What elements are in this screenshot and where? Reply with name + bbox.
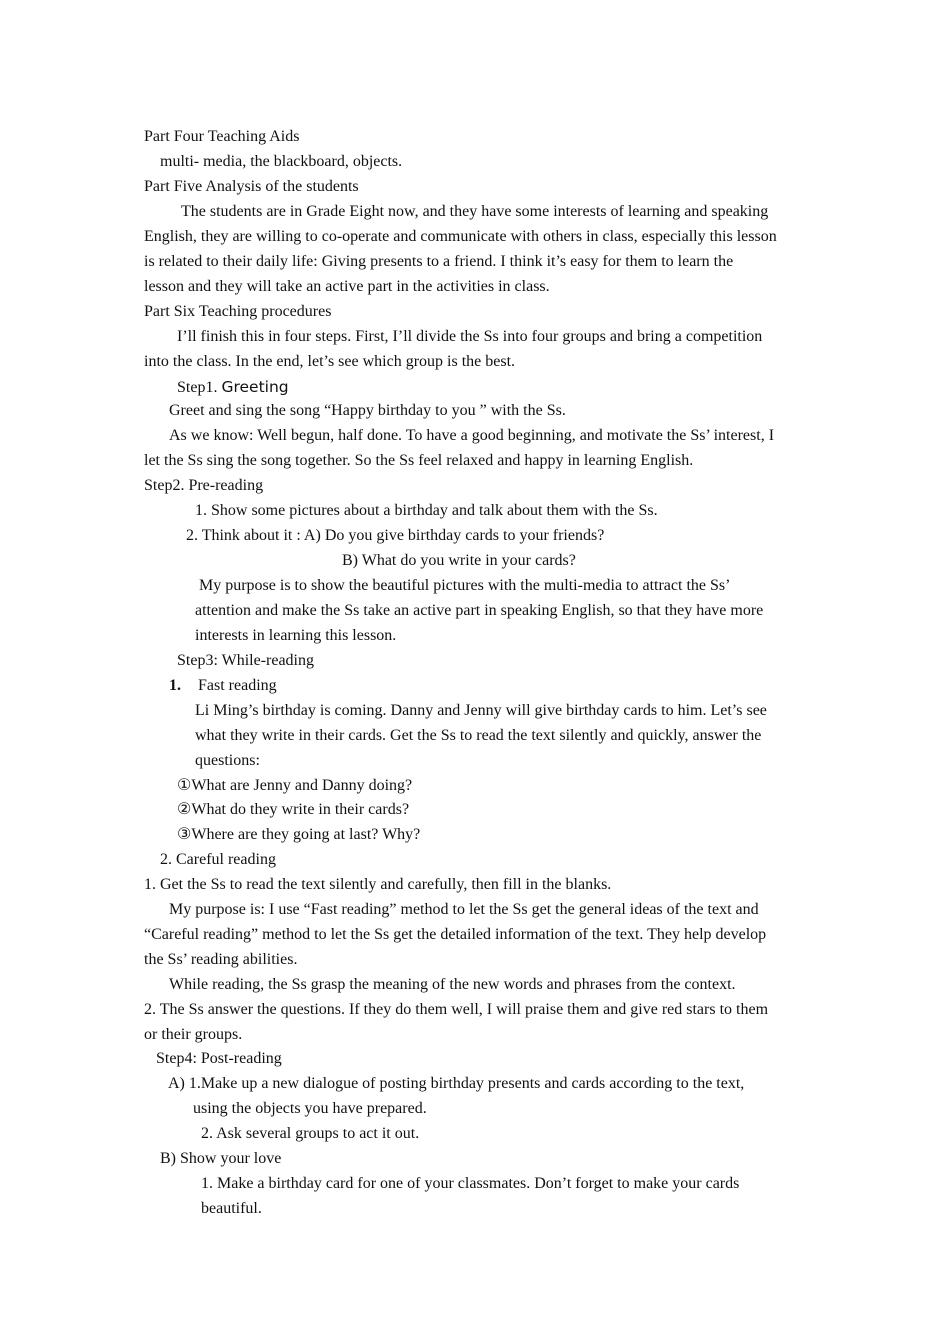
question-item: ③Where are they going at last? Why? [177,826,421,843]
part5-line: lesson and they will take an active part in the activities in class. [144,278,550,295]
part6-heading: Part Six Teaching procedures [144,303,332,320]
question-item: ①What are Jenny and Danny doing? [177,777,413,794]
part4-content: multi- media, the blackboard, objects. [160,153,403,170]
step2-item2b: B) What do you write in your cards? [342,552,576,569]
step4-b1-line: 1. Make a birthday card for one of your classmates. Don’t forget to make your cards [201,1175,740,1192]
step2-item2: 2. Think about it : A) Do you give birthday cards to your friends? [186,527,605,544]
while-reading-note: While reading, the Ss grasp the meaning of the new words and phrases from the context. [169,976,736,993]
careful-reading-label: 2. Careful reading [160,851,276,868]
careful-reading-item2-line: 2. The Ss answer the questions. If they do them well, I will praise them and give red stars to them [144,1001,769,1018]
step1-heading [177,377,289,398]
step3-purpose-line: “Careful reading” method to let the Ss get the detailed information of the text. They help develop [144,926,767,943]
step2-heading: Step2. Pre-reading [144,477,264,494]
step2-item1: 1. Show some pictures about a birthday and talk about them with the Ss. [195,502,658,519]
question-item: ②What do they write in their cards? [177,801,410,818]
step4-b-heading: B) Show your love [160,1150,282,1167]
fast-reading-line: questions: [195,752,260,769]
step3-purpose-line: My purpose is: I use “Fast reading” method to let the Ss get the general ideas of the text and [169,901,759,918]
part5-line: English, they are willing to co-operate and communicate with others in class, especially this lesson [144,228,777,245]
step4-a1-line: using the objects you have prepared. [193,1100,427,1117]
step1-purpose-line: let the Ss sing the song together. So the Ss feel relaxed and happy in learning English. [144,452,694,469]
part5-heading: Part Five Analysis of the students [144,178,359,195]
step2-purpose-line: My purpose is to show the beautiful pictures with the multi-media to attract the Ss’ [199,577,731,594]
step4-a1-line: A) 1.Make up a new dialogue of posting birthday presents and cards according to the text, [168,1075,745,1092]
step4-b1-line: beautiful. [201,1200,262,1217]
step2-purpose-line: interests in learning this lesson. [195,627,397,644]
part6-intro-line: I’ll finish this in four steps. First, I’ll divide the Ss into four groups and bring a competition [177,328,763,345]
part4-heading: Part Four Teaching Aids [144,128,300,145]
fast-reading-line: Li Ming’s birthday is coming. Danny and Jenny will give birthday cards to him. Let’s see [195,702,767,719]
fast-reading-line: what they write in their cards. Get the Ss to read the text silently and quickly, answer the [195,727,762,744]
step1-greet: Greet and sing the song “Happy birthday to you ” with the Ss. [169,402,566,419]
step2-purpose-line: attention and make the Ss take an active part in speaking English, so that they have more [195,602,764,619]
step1-title: Greeting [221,378,289,396]
step1-purpose-line: As we know: Well begun, half done. To have a good beginning, and motivate the Ss’ interest, I [169,427,775,444]
step3-heading: Step3: While-reading [177,652,314,669]
step4-heading: Step4: Post-reading [156,1050,282,1067]
step1-label: Step1. [177,379,218,396]
step3-purpose-line: the Ss’ reading abilities. [144,951,298,968]
careful-reading-item2-line: or their groups. [144,1026,243,1043]
step4-a2: 2. Ask several groups to act it out. [201,1125,420,1142]
part6-intro-line: into the class. In the end, let’s see which group is the best. [144,353,516,370]
part5-line: is related to their daily life: Giving presents to a friend. I think it’s easy for them to learn the [144,253,734,270]
part5-line: The students are in Grade Eight now, and they have some interests of learning and speaking [181,203,769,220]
careful-reading-item1: 1. Get the Ss to read the text silently and carefully, then fill in the blanks. [144,876,612,893]
fast-reading-label: Fast reading [198,677,277,694]
fast-reading-number: 1. [169,677,181,694]
